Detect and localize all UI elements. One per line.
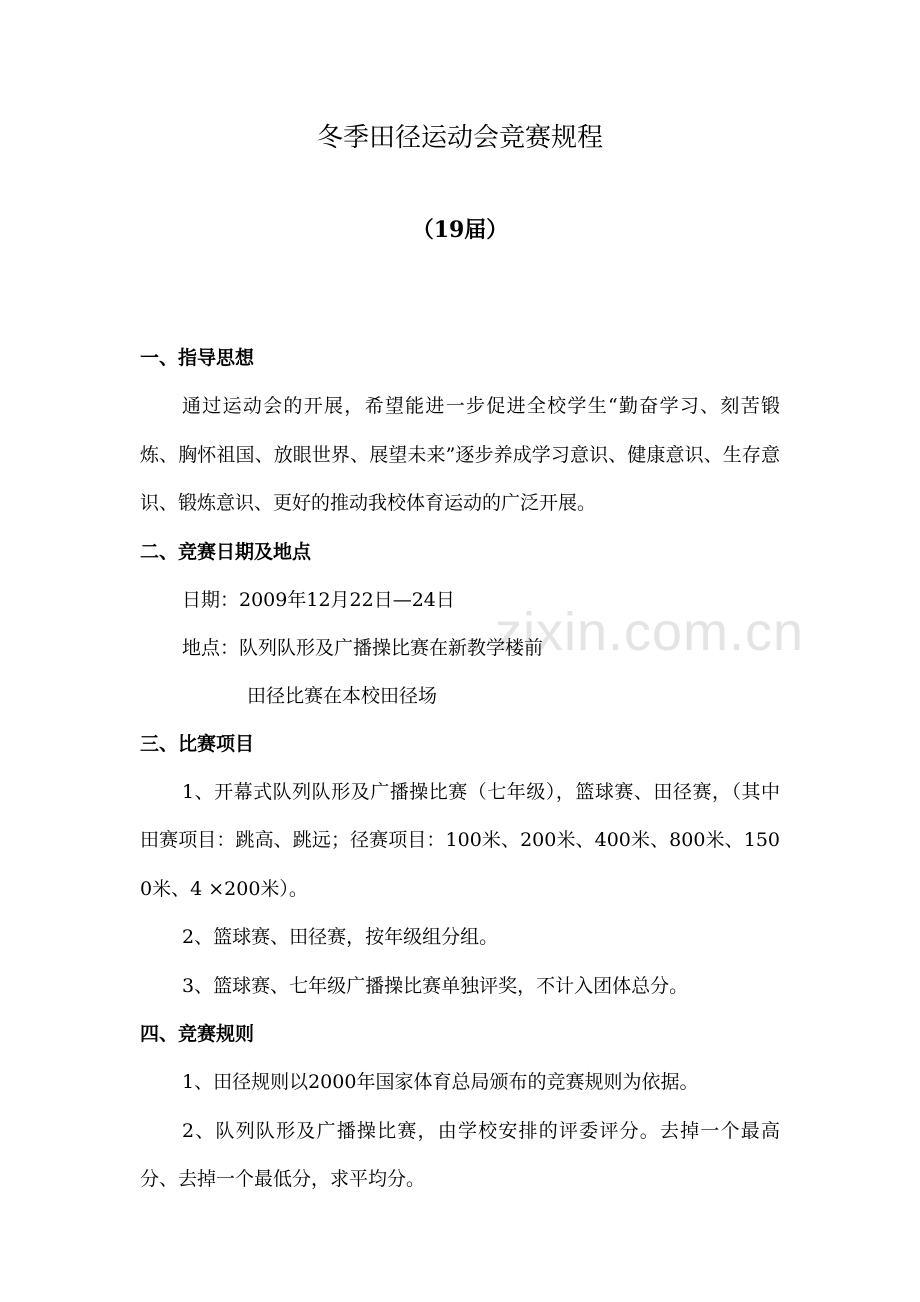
venue-line: 地点：队列队形及广播操比赛在新教学楼前 [182, 636, 544, 659]
events-item-1: 1、开幕式队列队形及广播操比赛（七年级），篮球赛、田径赛，（其中田赛项目：跳高、跳远；径赛项目：100米、200米、400米、800米、1500米、4 ×200米）。 [140, 780, 780, 900]
document-subtitle: （19届） [411, 217, 509, 243]
section-heading-date-venue: 二、竞赛日期及地点 [140, 540, 312, 563]
watermark: zixin.com.cn [495, 602, 805, 662]
date-line: 日期：2009年12月22日—24日 [182, 588, 455, 611]
document-body [140, 334, 780, 1204]
section-heading-guiding-ideology: 一、指导思想 [140, 347, 255, 369]
document-title: 冬季田径运动会竞赛规程 [316, 123, 603, 153]
section-heading-events: 三、比赛项目 [140, 732, 255, 755]
rules-item-2: 2、队列队形及广播操比赛，由学校安排的评委评分。去掉一个最高分、去掉一个最低分，求平均分。 [140, 1119, 780, 1190]
events-item-3: 3、篮球赛、七年级广播操比赛单独评奖，不计入团体总分。 [182, 974, 689, 997]
venue-line-continued: 田径比赛在本校田径场 [247, 684, 438, 707]
section-heading-rules: 四、竞赛规则 [140, 1023, 255, 1045]
rules-item-1: 1、田径规则以2000年国家体育总局颁布的竞赛规则为依据。 [182, 1071, 699, 1093]
paragraph-guiding-ideology: 通过运动会的开展，希望能进一步促进全校学生“勤奋学习、刻苦锻炼、胸怀祖国、放眼世界、展望未来”逐步养成学习意识、健康意识、生存意识、锻炼意识、更好的推动我校体育运动的广泛开展。 [140, 395, 780, 514]
events-item-2: 2、篮球赛、田径赛，按年级组分组。 [182, 926, 499, 948]
